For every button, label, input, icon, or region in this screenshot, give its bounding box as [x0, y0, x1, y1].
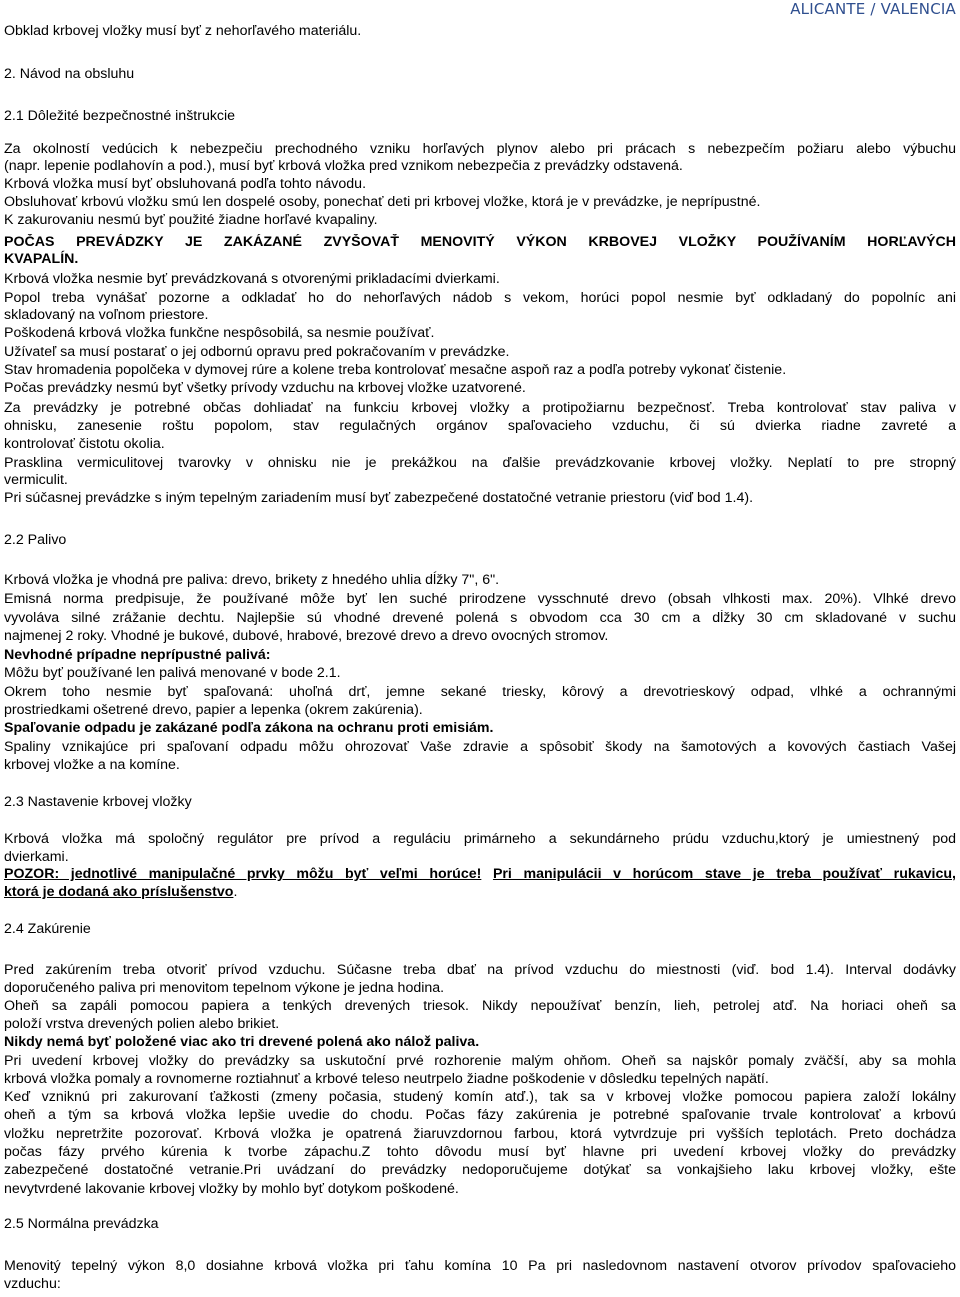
paragraph-line: skladovaný na voľnom priestore. — [4, 307, 209, 323]
paragraph-line: Pri uvedení krbovej vložky do prevádzky sa uskutoční prvé rozhorenie malým ohňom. Oheň sa najskôr pomaly zväčší, aby sa mohla — [4, 1053, 956, 1069]
paragraph-line: Spaliny vznikajúce pri spaľovaní odpadu môžu ohrozovať Vaše zdravie a spôsobiť škody na šamotových a kovových častiach Vašej — [4, 739, 956, 755]
paragraph-line: Za okolností vedúcich k nebezpečiu prechodného vzniku horľavých plynov alebo pri prácach s nebezpečím požiaru alebo výbuchu — [4, 141, 956, 157]
paragraph-line: Stav hromadenia popolčeka v dymovej rúre a kolene treba kontrolovať mesačne aspoň raz a podľa potreby vykonať čistenie. — [4, 362, 787, 378]
paragraph-line: Menovitý tepelný výkon 8,0 dosiahne krbová vložka pri ťahu komína 10 Pa pri nasledovnom nastavení otvorov prívodov spaľovacieho — [4, 1258, 956, 1274]
paragraph-line: Krbová vložka musí byť obsluhovaná podľa tohto návodu. — [4, 176, 367, 192]
paragraph-line: (napr. lepenie podlahovín a pod.), musí byť krbová vložka pred vznikom nebezpečia z prevádzky odstavená. — [4, 158, 683, 174]
paragraph-line: Keď vzniknú pri zakurovaní ťažkosti (zmeny počasia, studený komín atď.), tak sa v krbovej vložke pomocou papiera založí lokálny — [4, 1089, 956, 1105]
paragraph-line: Poškodená krbová vložka funkčne nespôsobilá, sa nesmie používať. — [4, 325, 435, 341]
subheading: Nevhodné prípadne neprípustné palivá: — [4, 647, 271, 663]
paragraph-line: doporučeného paliva pri menovitom tepelnom výkone je jedna hodina. — [4, 980, 445, 996]
paragraph-line: nevytvrdené lakovanie krbovej vložky by mohlo byť dotykom poškodené. — [4, 1181, 459, 1197]
paragraph-line: počas fázy prvého kúrenia k tvorbe zápachu.Z tohto dôvodu musí byť hlavne pri uvedení krbovej vložky do prevádzky — [4, 1144, 956, 1160]
paragraph-line: krbová vložka pomaly a rovnomerne roztiahnuť a krbové teleso neutrpelo žiadne poškodenie v dôsledku tepelných napätí. — [4, 1071, 769, 1087]
paragraph-line: Pri súčasnej prevádzke s iným tepelným zariadením musí byť zabezpečené dostatočné vetranie priestoru (viď bod 1.4). — [4, 490, 754, 506]
paragraph-line: ohnisku, zanesenie roštu popolom, stav regulačných orgánov spaľovacieho vzduchu, či sú dvierka riadne zavreté a — [4, 418, 956, 434]
paragraph-line: Okrem toho nesmie byť spaľovaná: uhoľná drť, jemne sekané triesky, kôrový a drevotrieskový odpad, vlhké a ochrannými — [4, 684, 956, 700]
paragraph-line: krbovej vložke a na komíne. — [4, 757, 180, 773]
paragraph-line: kontrolovať čistotu okolia. — [4, 436, 165, 452]
caution-end: . — [233, 884, 238, 900]
section-2-2-title: 2.2 Palivo — [4, 532, 67, 548]
paragraph-line: zabezpečené dostatočné vetranie.Pri uvádzaní do prevádzky nedoporučujeme dotýkať sa vonkajšieho laku krbovej vložky, ešte — [4, 1162, 956, 1178]
paragraph-line: Oheň sa zapáli pomocou papiera a tenkých drevených triesok. Nikdy nepoužívať benzín, lieh, petrolej atď. Na horiaci oheň sa — [4, 998, 956, 1014]
paragraph-line: vzduchu: — [4, 1276, 61, 1292]
paragraph-line: Krbová vložka nesmie byť prevádzkovaná s otvorenými prikladacími dvierkami. — [4, 271, 500, 287]
paragraph-line: Popol treba vynášať pozorne a odkladať ho do nehorľavých nádob s vekom, horúci popol nesmie byť odkladaný do popolníc ani — [4, 290, 956, 306]
section-2-4-title: 2.4 Zakúrenie — [4, 921, 91, 937]
caps-warning-line: POČAS PREVÁDZKY JE ZAKÁZANÉ ZVYŠOVAŤ MENOVITÝ VÝKON KRBOVEJ VLOŽKY POUŽÍVANÍM HORĽAVÝCH — [4, 234, 956, 250]
caution-line — [4, 866, 956, 883]
paragraph-line: Prasklina vermiculitovej tvarovky v ohnisku nie je prekážkou na ďalšie prevádzkovanie krbovej vložky. Neplatí to pre stropný — [4, 455, 956, 471]
paragraph-line: Užívateľ sa musí postarať o jej odbornú opravu pred pokračovaním v prevádzke. — [4, 344, 510, 360]
paragraph-line: Emisná norma predpisuje, že používané môže byť len suché prirodzene vysschnuté drevo (obsah vlhkosti max. 20%). Vlhké drevo — [4, 591, 956, 607]
caution-part-b: Pri manipulácii v horúcom stave je treba používať rukavicu, — [492, 866, 956, 882]
bold-warning: Spaľovanie odpadu je zakázané podľa zákona na ochranu proti emisiám. — [4, 720, 494, 736]
bold-warning: Nikdy nemá byť položené viac ako tri drevené polená ako nálož paliva. — [4, 1034, 480, 1050]
section-2-3-title: 2.3 Nastavenie krbovej vložky — [4, 794, 192, 810]
caution-line-2 — [4, 884, 237, 901]
section-2-title: 2. Návod na obsluhu — [4, 66, 135, 82]
paragraph-line: prostriedkami ošetrené drevo, papier a lepenka (okrem zakúrenia). — [4, 702, 423, 718]
header-brand: ALICANTE / VALENCIA — [790, 0, 956, 18]
paragraph-line: vermiculit. — [4, 472, 68, 488]
paragraph-line: vložku nepretržite pozorovať. Krbová vložka je opatrená žiaruvzdornou farbou, ktorá vytvrdzuje pri vyšších teplotách. Preto dochádza — [4, 1126, 956, 1142]
paragraph-line: Za prevádzky je potrebné občas dohliadať na funkciu krbovej vložky a protipožiarnu bezpečnosť. Treba kontrolovať stav paliva v — [4, 400, 956, 416]
section-2-1-title: 2.1 Dôležité bezpečnostné inštrukcie — [4, 108, 236, 124]
paragraph-line: Môžu byť používané len palivá menované v bode 2.1. — [4, 665, 341, 681]
paragraph-line: najmenej 2 roky. Vhodné je bukové, dubové, hrabové, brezové drevo a drevo ovocných stromov. — [4, 628, 609, 644]
paragraph-line: Pred zakúrením treba otvoriť prívod vzduchu. Súčasne treba dbať na prívod vzduchu do miestnosti (viď. bod 1.4). Interval dodávky — [4, 962, 956, 978]
paragraph-line: Krbová vložka má spoločný regulátor pre prívod a reguláciu primárneho a sekundárneho prúdu vzduchu,ktorý je umiestnený pod — [4, 831, 956, 847]
paragraph-line: dvierkami. — [4, 849, 69, 865]
section-2-5-title: 2.5 Normálna prevádzka — [4, 1216, 159, 1232]
paragraph-line: vyvoláva silné zrážanie dechtu. Najlepšie sú vhodné drevené polená s obvodom cca 30 cm a dĺžky 30 cm skladované v suchu — [4, 610, 956, 626]
paragraph-line: oheň a tým sa krbová vložka lepšie uvedie do chodu. Počas fázy zakúrenia je potrebné spaľovanie trvale kontrolovať a krbovú — [4, 1107, 956, 1123]
caution-part-a: POZOR: jednotlivé manipulačné prvky môžu byť veľmi horúce! — [4, 866, 482, 882]
paragraph-line: Krbová vložka je vhodná pre paliva: drevo, brikety z hnedého uhlia dĺžky 7", 6". — [4, 572, 500, 588]
caution-part-c: ktorá je dodaná ako príslušenstvo — [4, 884, 234, 900]
paragraph-line: Obsluhovať krbovú vložku smú len dospelé osoby, ponechať deti pri krbovej vložke, ktorá je v prevádzke, je neprípustné. — [4, 194, 761, 210]
intro-line: Obklad krbovej vložky musí byť z nehorľavého materiálu. — [4, 23, 362, 39]
caps-warning-line: KVAPALÍN. — [4, 251, 79, 267]
paragraph-line: K zakurovaniu nesmú byť použité žiadne horľavé kvapaliny. — [4, 212, 378, 228]
paragraph-line: položí vrstva drevených polien alebo brikiet. — [4, 1016, 280, 1032]
paragraph-line: Počas prevádzky nesmú byť všetky prívody vzduchu na krbovej vložke uzatvorené. — [4, 380, 526, 396]
